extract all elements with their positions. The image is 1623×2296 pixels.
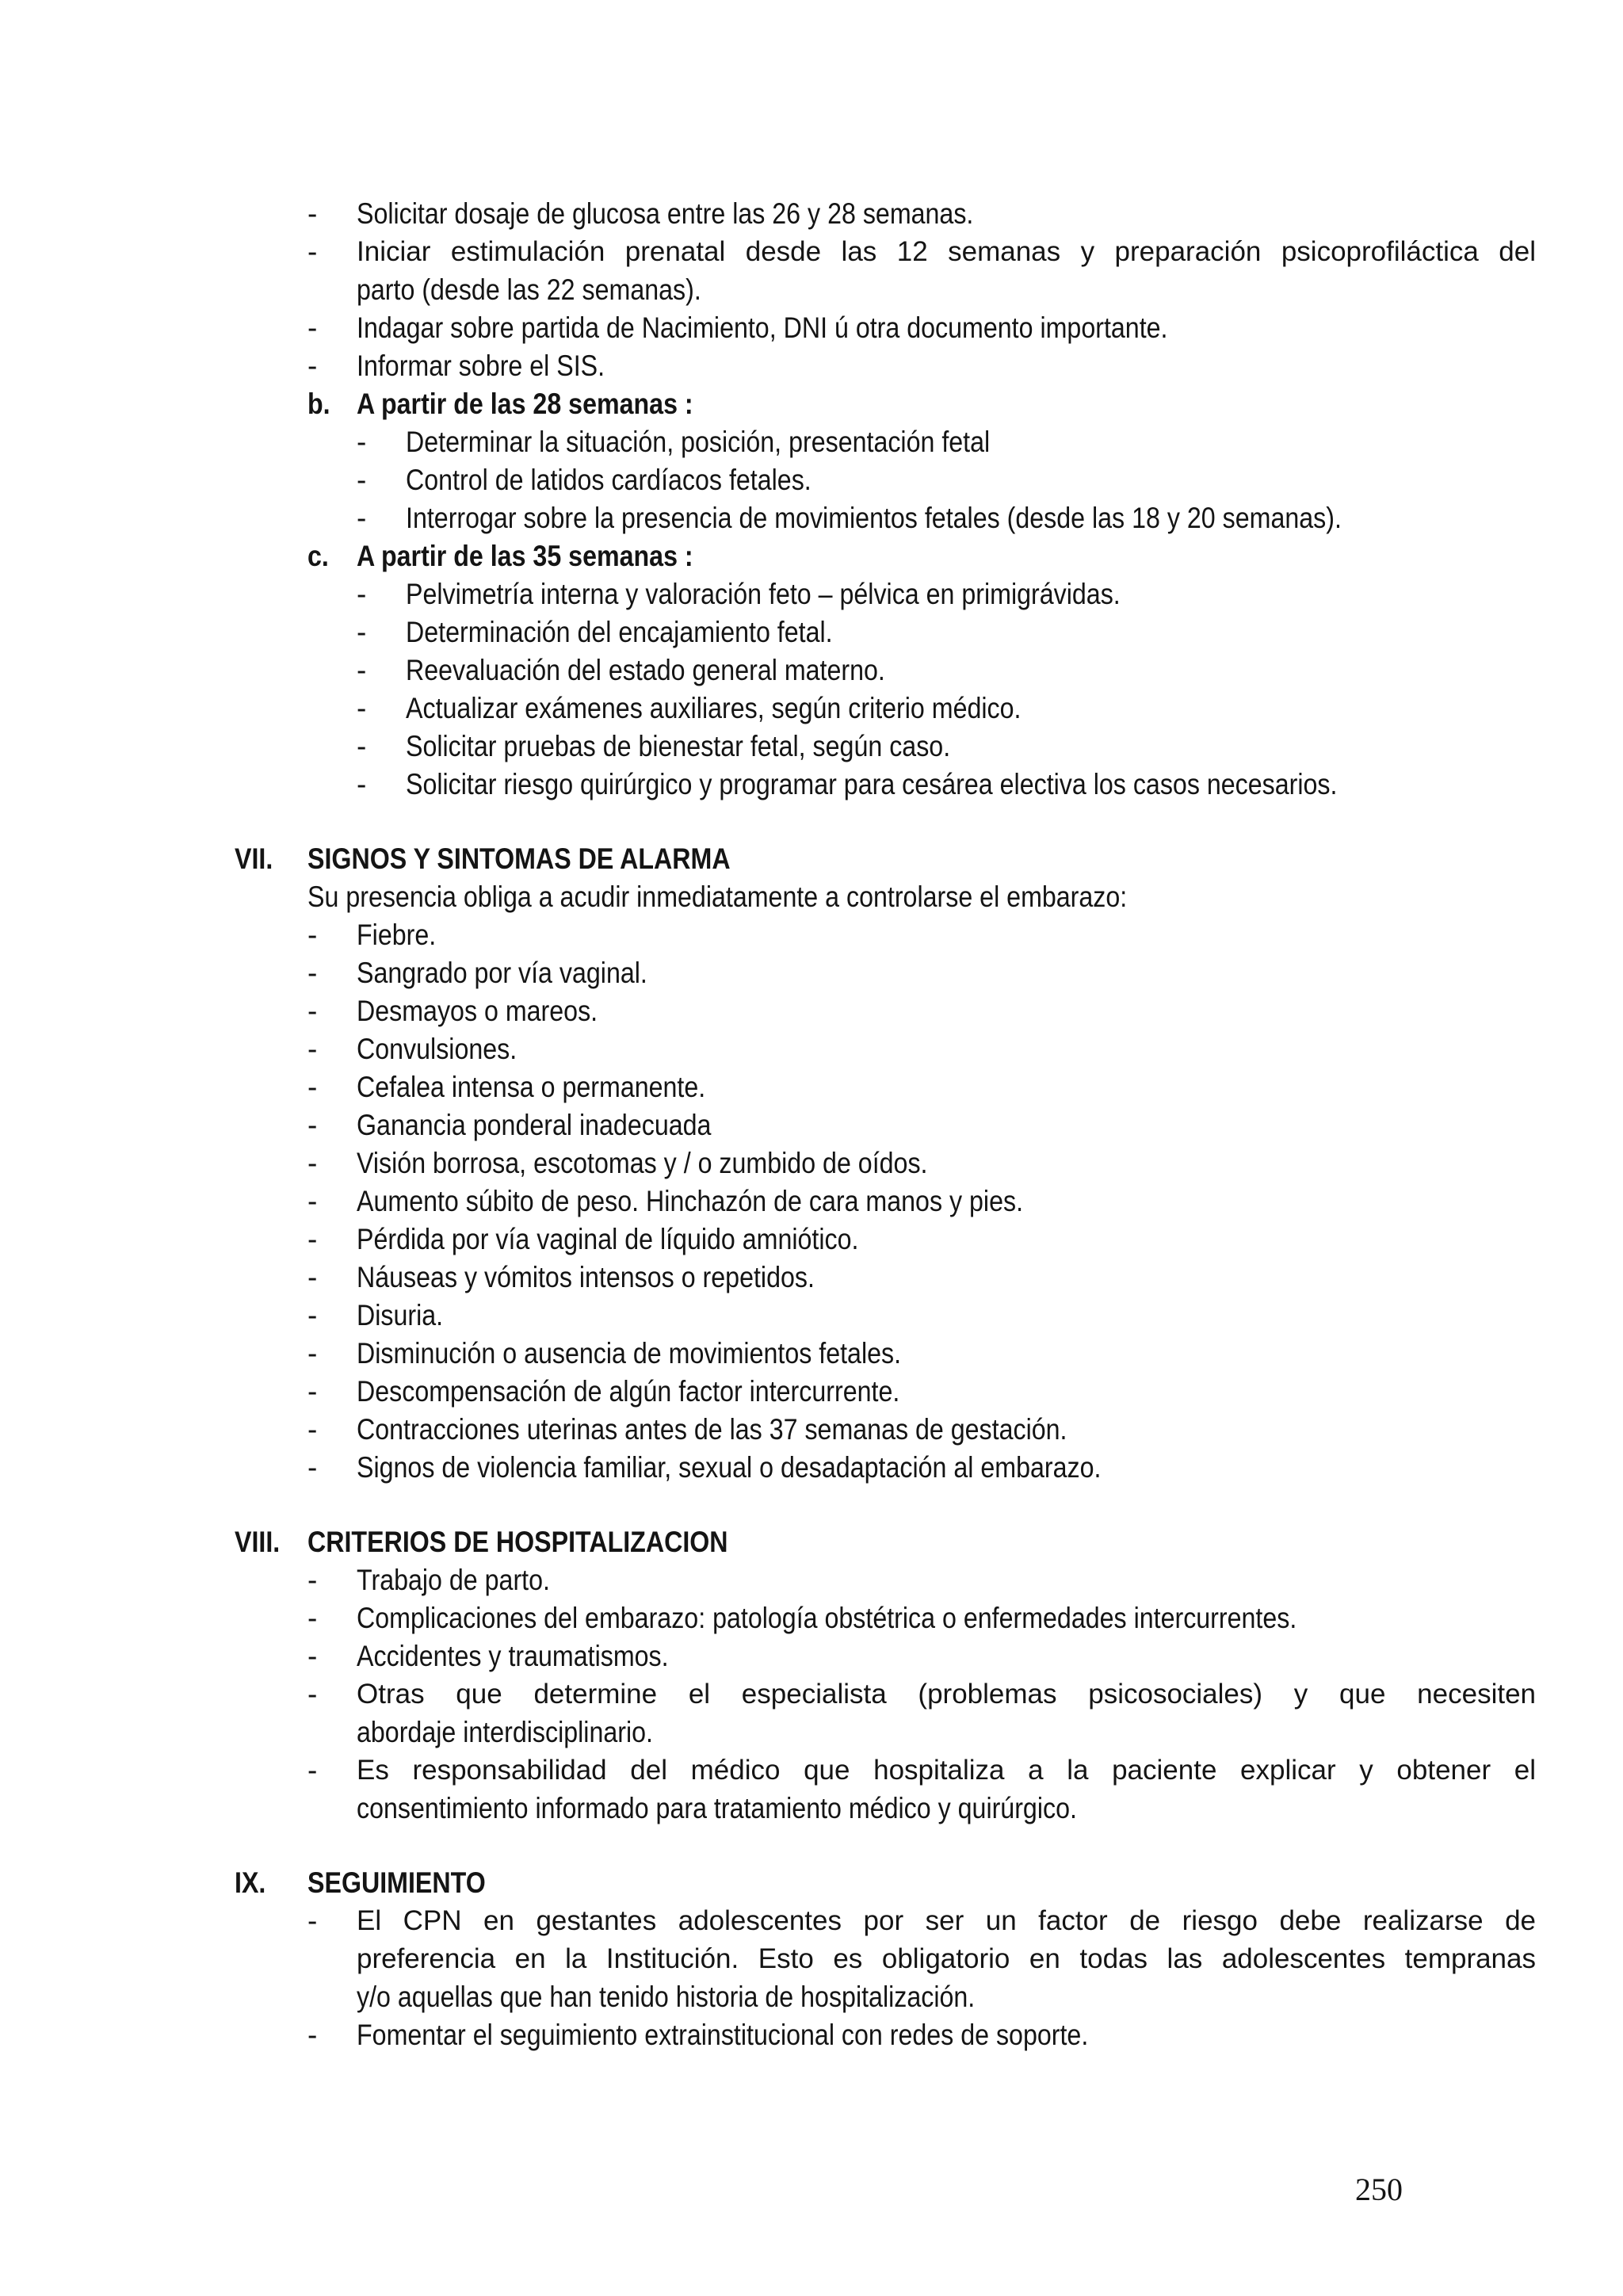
bullet-dash: - (307, 197, 318, 230)
bullet-item: Trabajo de parto. (357, 1564, 550, 1596)
bullet-dash: - (307, 235, 318, 268)
bullet-item: Cefalea intensa o permanente. (357, 1071, 706, 1103)
bullet-dash: - (357, 768, 367, 800)
bullet-item: El CPN en gestantes adolescentes por ser un factor de riesgo debe realizarse de (357, 1905, 1536, 1936)
bullet-item: Indagar sobre partida de Nacimiento, DNI ú otra documento importante. (357, 311, 1168, 344)
section-title: SEGUIMIENTO (307, 1866, 486, 1899)
subsection-letter: c. (307, 540, 329, 572)
bullet-dash: - (307, 1678, 318, 1710)
bullet-dash: - (307, 1261, 318, 1293)
bullet-dash: - (307, 1413, 318, 1446)
bullet-item: Disuria. (357, 1299, 444, 1331)
section-title: CRITERIOS DE HOSPITALIZACION (307, 1526, 728, 1558)
bullet-item: Informar sobre el SIS. (357, 350, 605, 382)
bullet-dash: - (307, 995, 318, 1027)
bullet-item-continuation: y/o aquellas que han tenido historia de hospitalización. (357, 1981, 976, 2013)
bullet-item: Solicitar riesgo quirúrgico y programar para cesárea electiva los casos necesarios. (406, 768, 1338, 800)
bullet-item: Interrogar sobre la presencia de movimientos fetales (desde las 18 y 20 semanas). (406, 502, 1342, 534)
section-numeral: VIII. (235, 1526, 281, 1558)
bullet-item: Signos de violencia familiar, sexual o desadaptación al embarazo. (357, 1451, 1102, 1484)
bullet-item-continuation: preferencia en la Institución. Esto es obligatorio en todas las adolescentes tempranas (357, 1943, 1536, 1974)
bullet-item: Pelvimetría interna y valoración feto – pélvica en primigrávidas. (406, 578, 1121, 610)
bullet-item-continuation: parto (desde las 22 semanas). (357, 273, 701, 306)
bullet-item: Iniciar estimulación prenatal desde las 12 semanas y preparación psicoprofiláctica del (357, 236, 1536, 267)
bullet-dash: - (307, 1185, 318, 1217)
bullet-dash: - (307, 1337, 318, 1370)
bullet-item: Disminución o ausencia de movimientos fetales. (357, 1337, 902, 1370)
bullet-dash: - (307, 1904, 318, 1937)
subsection-letter: b. (307, 388, 330, 420)
bullet-dash: - (307, 1109, 318, 1141)
bullet-item: Fomentar el seguimiento extrainstitucional con redes de soporte. (357, 2019, 1089, 2051)
bullet-dash: - (307, 1451, 318, 1484)
bullet-item: Visión borrosa, escotomas y / o zumbido de oídos. (357, 1147, 928, 1179)
bullet-item: Contracciones uterinas antes de las 37 semanas de gestación. (357, 1413, 1067, 1446)
bullet-item: Pérdida por vía vaginal de líquido amniótico. (357, 1223, 859, 1255)
bullet-dash: - (307, 311, 318, 344)
bullet-dash: - (307, 1223, 318, 1255)
bullet-dash: - (307, 1564, 318, 1596)
page-number: 250 (1355, 2172, 1403, 2207)
bullet-dash: - (307, 1299, 318, 1331)
bullet-dash: - (307, 1147, 318, 1179)
bullet-item: Fiebre. (357, 919, 437, 951)
bullet-dash: - (357, 730, 367, 762)
bullet-dash: - (307, 1375, 318, 1408)
bullet-item: Descompensación de algún factor intercurrente. (357, 1375, 900, 1408)
bullet-item: Actualizar exámenes auxiliares, según criterio médico. (406, 692, 1022, 724)
bullet-item: Desmayos o mareos. (357, 995, 598, 1027)
bullet-item: Aumento súbito de peso. Hinchazón de cara manos y pies. (357, 1185, 1024, 1217)
bullet-dash: - (307, 919, 318, 951)
bullet-item: Determinación del encajamiento fetal. (406, 616, 833, 648)
section-numeral: IX. (235, 1866, 266, 1899)
bullet-item: Es responsabilidad del médico que hospitaliza a la paciente explicar y obtener el (357, 1755, 1536, 1786)
bullet-item: Control de latidos cardíacos fetales. (406, 464, 812, 496)
bullet-dash: - (357, 692, 367, 724)
bullet-dash: - (307, 1754, 318, 1786)
section-numeral: VII. (235, 842, 273, 875)
bullet-dash: - (307, 2019, 318, 2051)
bullet-item: Ganancia ponderal inadecuada (357, 1109, 712, 1141)
bullet-item: Solicitar dosaje de glucosa entre las 26 y 28 semanas. (357, 197, 974, 230)
bullet-item: Determinar la situación, posición, presentación fetal (406, 426, 991, 458)
bullet-item: Accidentes y traumatismos. (357, 1640, 669, 1672)
bullet-item: Otras que determine el especialista (problemas psicosociales) y que necesiten (357, 1679, 1536, 1710)
bullet-item: Solicitar pruebas de bienestar fetal, según caso. (406, 730, 951, 762)
bullet-item: Complicaciones del embarazo: patología obstétrica o enfermedades intercurrentes. (357, 1602, 1297, 1634)
bullet-dash: - (357, 654, 367, 686)
bullet-dash: - (357, 616, 367, 648)
bullet-item: Convulsiones. (357, 1033, 517, 1065)
bullet-item-continuation: abordaje interdisciplinario. (357, 1716, 653, 1748)
bullet-dash: - (307, 1640, 318, 1672)
subsection-title: A partir de las 28 semanas : (357, 388, 693, 420)
bullet-dash: - (357, 464, 367, 496)
bullet-dash: - (307, 1602, 318, 1634)
subsection-title: A partir de las 35 semanas : (357, 540, 693, 572)
bullet-dash: - (357, 502, 367, 534)
section-title: SIGNOS Y SINTOMAS DE ALARMA (307, 842, 731, 875)
bullet-item: Náuseas y vómitos intensos o repetidos. (357, 1261, 815, 1293)
bullet-dash: - (307, 1033, 318, 1065)
bullet-dash: - (357, 578, 367, 610)
bullet-dash: - (357, 426, 367, 458)
bullet-dash: - (307, 957, 318, 989)
bullet-dash: - (307, 1071, 318, 1103)
section-intro: Su presencia obliga a acudir inmediatamente a controlarse el embarazo: (307, 881, 1128, 913)
bullet-item: Sangrado por vía vaginal. (357, 957, 647, 989)
bullet-item-continuation: consentimiento informado para tratamiento médico y quirúrgico. (357, 1792, 1077, 1824)
bullet-dash: - (307, 350, 318, 382)
bullet-item: Reevaluación del estado general materno. (406, 654, 885, 686)
